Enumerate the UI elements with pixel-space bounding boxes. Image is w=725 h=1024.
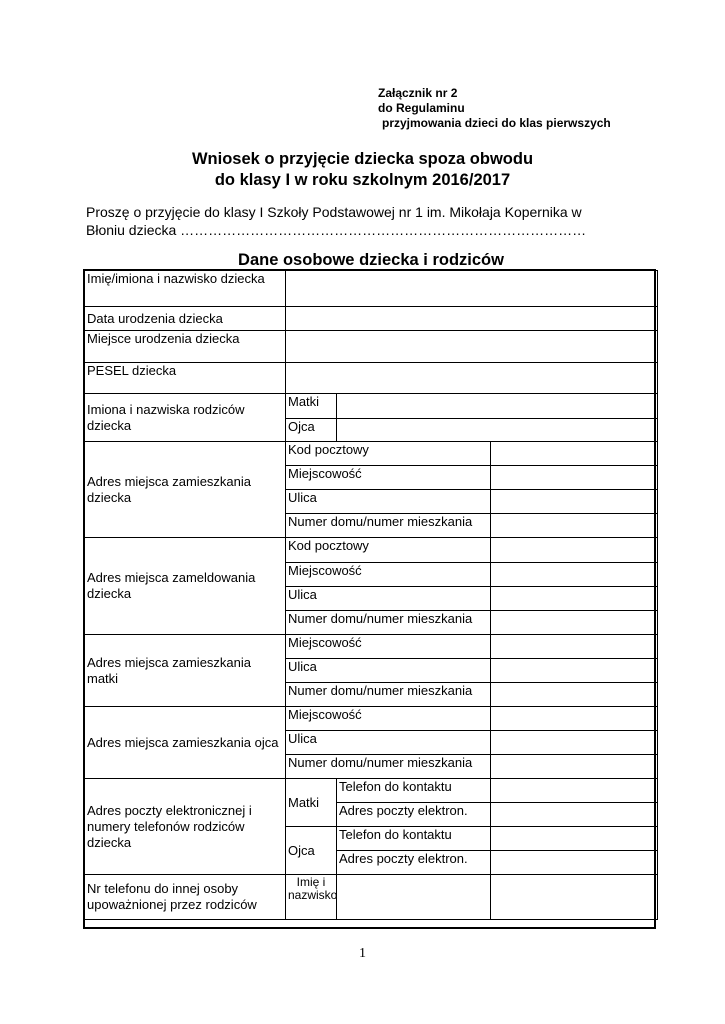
field-authorized-phone[interactable] [491,875,658,920]
label-email: Adres poczty elektron. [337,803,491,827]
field-father-house[interactable] [491,755,658,779]
label-residence-father: Adres miejsca zamieszkania ojca [85,707,286,779]
label-house-number: Numer domu/numer mieszkania [286,683,491,707]
field-mother-house[interactable] [491,683,658,707]
field-authorized-name[interactable] [337,875,491,920]
request-text [86,203,646,239]
field-child-names[interactable] [286,271,658,307]
section-heading: Dane osobowe dziecka i rodziców [238,251,504,269]
label-locality: Miejscowość [286,635,491,659]
field-birth-place[interactable] [286,331,658,363]
request-line-2: Błoniu dziecka …………………………………………………………………………… [86,222,587,238]
field-residence-child-street[interactable] [491,490,658,514]
field-mother-name[interactable] [337,394,658,419]
label-street: Ulica [286,587,491,611]
label-name-surname: Imię i nazwisko [286,875,337,920]
label-contact-mother: Matki [286,779,337,827]
label-phone: Telefon do kontaktu [337,779,491,803]
label-registered-child: Adres miejsca zameldowania dziecka [85,538,286,635]
label-house-number: Numer domu/numer mieszkania [286,611,491,635]
field-residence-child-postal[interactable] [491,442,658,466]
label-parents-names: Imiona i nazwiska rodziców dziecka [85,394,286,442]
field-father-email[interactable] [491,851,658,875]
request-line-1: Proszę o przyjęcie do klasy I Szkoły Podstawowej nr 1 im. Mikołaja Kopernika w [86,204,582,220]
field-residence-child-locality[interactable] [491,466,658,490]
field-residence-child-house[interactable] [491,514,658,538]
label-locality: Miejscowość [286,707,491,731]
label-locality: Miejscowość [286,466,491,490]
annex-note [378,86,611,131]
annex-line-2: do Regulaminu [378,101,465,115]
label-child-names: Imię/imiona i nazwisko dziecka [85,271,286,307]
label-postal-code: Kod pocztowy [286,538,491,563]
page-number: 1 [359,946,366,961]
field-registered-postal[interactable] [491,538,658,563]
field-birth-date[interactable] [286,307,658,331]
title-line-1: Wniosek o przyjęcie dziecka spoza obwodu [191,150,534,168]
label-street: Ulica [286,731,491,755]
label-contact: Adres poczty elektronicznej i numery telefonów rodziców dziecka [85,779,286,875]
label-street: Ulica [286,490,491,514]
label-contact-father: Ojca [286,827,337,875]
label-house-number: Numer domu/numer mieszkania [286,514,491,538]
annex-line-1: Załącznik nr 2 [378,86,458,100]
label-phone: Telefon do kontaktu [337,827,491,851]
title-line-2: do klasy I w roku szkolnym 2016/2017 [214,171,511,189]
field-father-phone[interactable] [491,827,658,851]
label-house-number: Numer domu/numer mieszkania [286,755,491,779]
label-authorized-phone: Nr telefonu do innej osoby upoważnionej przez rodziców [85,875,286,920]
field-father-name[interactable] [337,419,658,442]
field-registered-locality[interactable] [491,563,658,587]
field-mother-locality[interactable] [491,635,658,659]
label-residence-child: Adres miejsca zamieszkania dziecka [85,442,286,538]
field-registered-street[interactable] [491,587,658,611]
field-mother-street[interactable] [491,659,658,683]
label-birth-date: Data urodzenia dziecka [85,307,286,331]
field-registered-house[interactable] [491,611,658,635]
label-pesel: PESEL dziecka [85,363,286,394]
label-locality: Miejscowość [286,563,491,587]
label-birth-place: Miejsce urodzenia dziecka [85,331,286,363]
label-email: Adres poczty elektron. [337,851,491,875]
label-father-name: Ojca [286,419,337,442]
field-father-locality[interactable] [491,707,658,731]
field-mother-phone[interactable] [491,779,658,803]
label-street: Ulica [286,659,491,683]
label-mother-name: Matki [286,394,337,419]
label-postal-code: Kod pocztowy [286,442,491,466]
document-title [0,149,725,191]
label-residence-mother: Adres miejsca zamieszkania matki [85,635,286,707]
field-pesel[interactable] [286,363,658,394]
field-father-street[interactable] [491,731,658,755]
annex-line-3: przyjmowania dzieci do klas pierwszych [382,116,611,130]
personal-data-table [84,270,658,920]
field-mother-email[interactable] [491,803,658,827]
